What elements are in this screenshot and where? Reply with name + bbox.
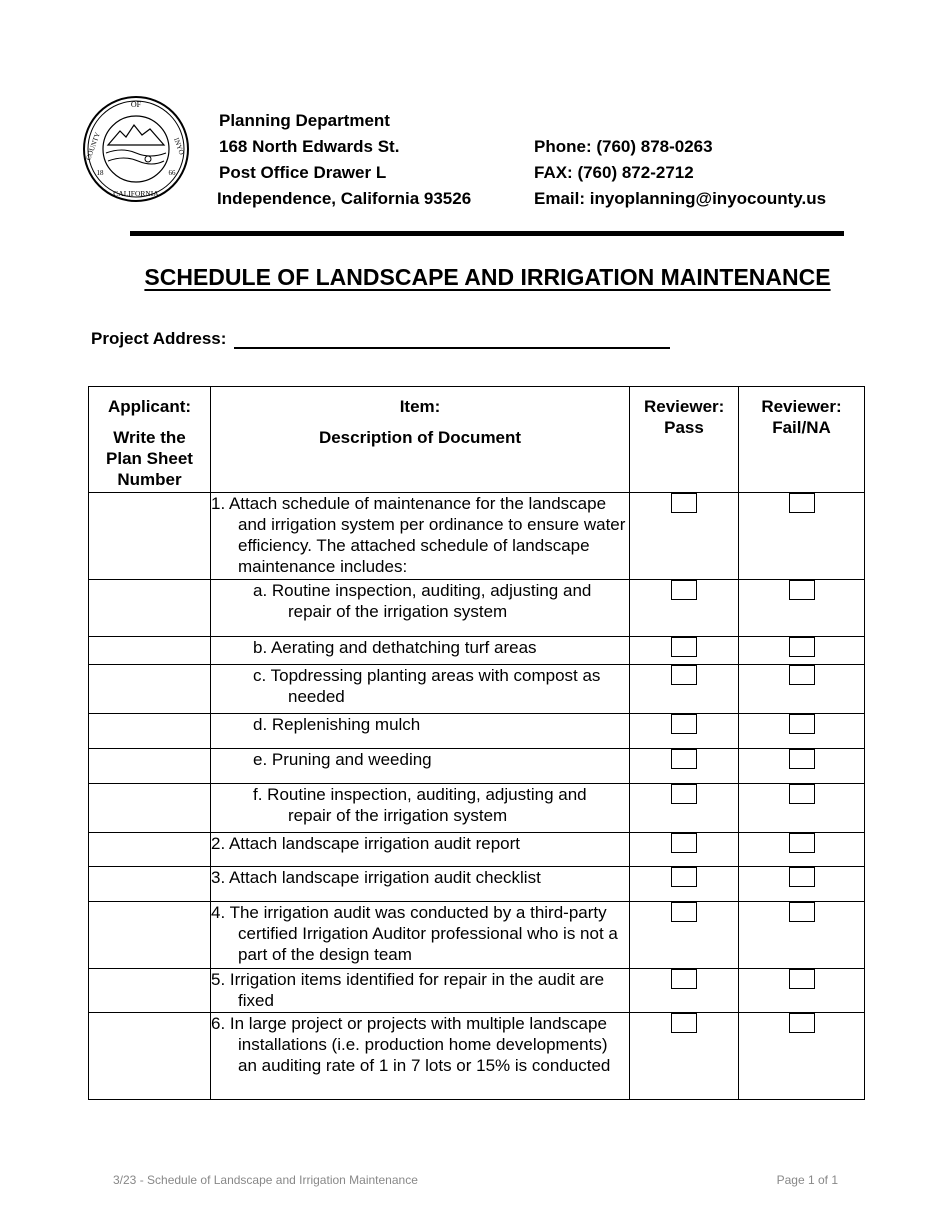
pass-checkbox[interactable] (671, 969, 697, 989)
city-state-zip: Independence, California 93526 (217, 189, 472, 208)
pass-checkbox[interactable] (671, 714, 697, 734)
item-description: 5. Irrigation items identified for repair in the audit are fixed (211, 970, 605, 1010)
plan-sheet-cell[interactable] (89, 749, 211, 784)
svg-text:66: 66 (168, 169, 176, 177)
item-header: Item: Description of Document (211, 387, 630, 493)
table-row (89, 867, 865, 902)
svg-text:COUNTY: COUNTY (84, 131, 102, 162)
plan-sheet-cell[interactable] (89, 665, 211, 714)
svg-text:OF: OF (130, 100, 142, 109)
table-row (89, 784, 865, 833)
pass-checkbox[interactable] (671, 637, 697, 657)
fail-checkbox[interactable] (789, 833, 815, 853)
plan-sheet-cell[interactable] (89, 1013, 211, 1100)
table-row (89, 493, 865, 580)
fail-checkbox[interactable] (789, 902, 815, 922)
fail-checkbox[interactable] (789, 1013, 815, 1033)
pass-checkbox[interactable] (671, 902, 697, 922)
pass-checkbox[interactable] (671, 784, 697, 804)
table-row (89, 749, 865, 784)
footer-page-number: Page 1 of 1 (776, 1173, 838, 1187)
pass-checkbox[interactable] (671, 665, 697, 685)
fail-checkbox[interactable] (789, 749, 815, 769)
item-description: 4. The irrigation audit was conducted by a third-party certified Irrigation Auditor professional who is not a part of the design team (211, 903, 618, 964)
fail-checkbox[interactable] (789, 714, 815, 734)
svg-text:INYO: INYO (172, 136, 186, 156)
plan-sheet-cell[interactable] (89, 833, 211, 867)
fail-checkbox[interactable] (789, 580, 815, 600)
fail-checkbox[interactable] (789, 867, 815, 887)
county-seal-logo (82, 95, 190, 203)
plan-sheet-cell[interactable] (89, 637, 211, 665)
svg-text:CALIFORNIA: CALIFORNIA (113, 189, 159, 198)
plan-sheet-cell[interactable] (89, 867, 211, 902)
item-description: 6. In large project or projects with multiple landscape installations (i.e. production home developments) an auditing rate of 1 in 7 lots or 15% is conducted (211, 1014, 611, 1075)
email: Email: inyoplanning@inyocounty.us (534, 189, 827, 208)
item-description: 1. Attach schedule of maintenance for the landscape and irrigation system per ordinance to ensure water efficiency. The attached schedule of landscape maintenance includes: (211, 494, 626, 576)
table-row (89, 902, 865, 969)
pass-checkbox[interactable] (671, 580, 697, 600)
pass-checkbox[interactable] (671, 867, 697, 887)
plan-sheet-cell[interactable] (89, 580, 211, 637)
table-row (89, 580, 865, 637)
project-address-label: Project Address: (91, 329, 227, 348)
plan-sheet-cell[interactable] (89, 969, 211, 1013)
pass-checkbox[interactable] (671, 1013, 697, 1033)
project-address-row (91, 329, 670, 349)
applicant-header: Applicant: Write the Plan Sheet Number (89, 387, 211, 493)
po-box: Post Office Drawer L (219, 163, 387, 182)
fail-checkbox[interactable] (789, 969, 815, 989)
fax: FAX: (760) 872-2712 (534, 163, 694, 182)
page-title: SCHEDULE OF LANDSCAPE AND IRRIGATION MAINTENANCE (144, 264, 831, 290)
street-address: 168 North Edwards St. (219, 137, 400, 156)
plan-sheet-cell[interactable] (89, 714, 211, 749)
table-row (89, 637, 865, 665)
table-header-row (89, 387, 865, 493)
pass-checkbox[interactable] (671, 833, 697, 853)
pass-checkbox[interactable] (671, 749, 697, 769)
reviewer-pass-header: Reviewer: Pass (630, 387, 739, 493)
department-address-block (219, 108, 471, 212)
plan-sheet-cell[interactable] (89, 784, 211, 833)
maintenance-schedule-table (88, 386, 865, 1100)
item-description: 2. Attach landscape irrigation audit report (211, 834, 521, 853)
phone: Phone: (760) 878-0263 (534, 137, 713, 156)
plan-sheet-cell[interactable] (89, 902, 211, 969)
fail-checkbox[interactable] (789, 665, 815, 685)
svg-text:18: 18 (96, 169, 104, 177)
header-divider (130, 231, 844, 236)
project-address-field[interactable] (234, 330, 670, 349)
item-description: 3. Attach landscape irrigation audit checklist (211, 868, 541, 887)
item-description: c. Topdressing planting areas with compost as needed (253, 666, 601, 706)
item-description: b. Aerating and dethatching turf areas (253, 638, 537, 657)
plan-sheet-cell[interactable] (89, 493, 211, 580)
fail-checkbox[interactable] (789, 637, 815, 657)
table-row (89, 1013, 865, 1100)
pass-checkbox[interactable] (671, 493, 697, 513)
fail-checkbox[interactable] (789, 784, 815, 804)
item-description: d. Replenishing mulch (253, 715, 421, 734)
reviewer-fail-header: Reviewer: Fail/NA (739, 387, 865, 493)
department-name: Planning Department (219, 111, 390, 130)
table-row (89, 665, 865, 714)
item-description: f. Routine inspection, auditing, adjusting and repair of the irrigation system (253, 785, 587, 825)
contact-block (534, 134, 826, 212)
table-row (89, 833, 865, 867)
item-description: a. Routine inspection, auditing, adjusting and repair of the irrigation system (253, 581, 592, 621)
item-description: e. Pruning and weeding (253, 750, 432, 769)
fail-checkbox[interactable] (789, 493, 815, 513)
table-row (89, 969, 865, 1013)
footer-document-label: 3/23 - Schedule of Landscape and Irrigation Maintenance (113, 1173, 418, 1187)
table-row (89, 714, 865, 749)
